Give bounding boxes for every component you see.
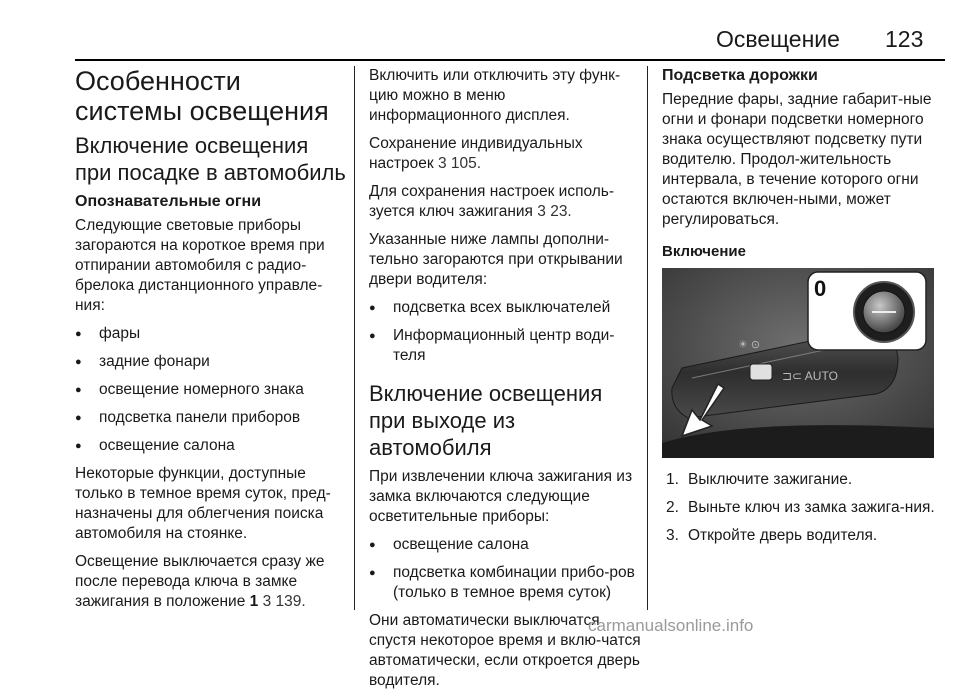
step-number: 3. bbox=[666, 527, 679, 544]
switch-button bbox=[750, 364, 772, 380]
door-paragraph: Указанные ниже лампы дополни-тельно загораются при открывании двери водителя: bbox=[369, 231, 623, 288]
column-divider-1 bbox=[354, 66, 355, 610]
page-reference-link[interactable]: 3 139. bbox=[262, 593, 306, 610]
header-rule bbox=[75, 59, 945, 61]
heading-lighting-features: Особенности системы освещения bbox=[75, 66, 329, 126]
light-switch-illustration bbox=[662, 268, 934, 458]
column-2 bbox=[369, 66, 641, 699]
heading-exit-lighting: Включение освещения при выходе из автомобиля bbox=[369, 381, 603, 460]
switch-off-paragraph bbox=[75, 552, 347, 612]
step-text: Выньте ключ из замка зажига-ния. bbox=[688, 499, 935, 516]
page-header bbox=[0, 0, 960, 62]
page-reference-link[interactable]: 3 105. bbox=[437, 155, 482, 172]
position-number: 1 bbox=[249, 593, 259, 610]
key-removal-paragraph: При извлечении ключа зажигания из замка включаются следующие осветительные приборы: bbox=[369, 468, 633, 525]
ignition-position-label: 0 bbox=[814, 276, 827, 301]
watermark: carmanualsonline.info bbox=[588, 616, 754, 635]
functions-paragraph: Некоторые функции, доступные только в темное время суток, пред-назначены для облегчения поиска автомобиля на стоянке. bbox=[75, 465, 331, 542]
menu-paragraph: Включить или отключить эту функ-цию можно в меню информационного дисплея. bbox=[369, 67, 621, 124]
svg-text:⊐⊂ AUTO: ⊐⊂ AUTO bbox=[782, 369, 838, 383]
heading-entry-lighting: Включение освещения при посадке в автомобиль bbox=[75, 133, 346, 185]
list-item: ● подсветка панели приборов bbox=[75, 408, 347, 428]
lights-list bbox=[75, 324, 347, 456]
section-title: Освещение bbox=[716, 26, 840, 52]
step-item bbox=[662, 498, 946, 518]
heading-identification-lights: Опознавательные огни bbox=[75, 193, 262, 210]
exit-lights-list bbox=[369, 535, 641, 603]
path-lighting-paragraph: Передние фары, задние габарит-ные огни и фонари подсветки номерного знака осуществляют подсветку пути водителю. Продол-жительность интервала, в течение которого огни остаются включен-ными, может регулироваться. bbox=[662, 91, 932, 228]
steps-list bbox=[662, 470, 946, 546]
page-reference-link[interactable]: 3 23. bbox=[537, 203, 572, 220]
svg-text:☀ ⊙: ☀ ⊙ bbox=[738, 339, 761, 351]
auto-off-paragraph: Они автоматически выключатся спустя некоторое время и вклю-чатся автоматически, если откроется дверь водителя. bbox=[369, 612, 641, 689]
step-item bbox=[662, 526, 946, 546]
list-item: ● освещение салона bbox=[369, 535, 641, 555]
settings-paragraph bbox=[369, 134, 641, 174]
column-1 bbox=[75, 66, 347, 620]
list-item: ● задние фонари bbox=[75, 352, 347, 372]
intro-paragraph: Следующие световые приборы загораются на короткое время при отпирании автомобиля с радио-брелока дистанционного управле-ния: bbox=[75, 217, 325, 314]
settings-text: Сохранение индивидуальных настроек bbox=[369, 135, 583, 172]
heading-activation: Включение bbox=[662, 243, 746, 260]
switch-off-text: Освещение выключается сразу же после перевода ключа в замке зажигания в положение bbox=[75, 553, 325, 610]
door-lights-list bbox=[369, 298, 641, 366]
step-item bbox=[662, 470, 946, 490]
list-item: ● освещение номерного знака bbox=[75, 380, 347, 400]
key-text: Для сохранения настроек исполь-зуется ключ зажигания bbox=[369, 183, 615, 220]
list-item: ● освещение салона bbox=[75, 436, 347, 456]
list-item: ● подсветка всех выключателей bbox=[369, 298, 641, 318]
key-paragraph bbox=[369, 182, 641, 222]
step-number: 2. bbox=[666, 499, 679, 516]
list-item: ● подсветка комбинации прибо-ров (только в темное время суток) bbox=[369, 563, 641, 603]
page-number: 123 bbox=[885, 26, 924, 52]
step-text: Откройте дверь водителя. bbox=[688, 527, 878, 544]
column-3 bbox=[662, 66, 946, 554]
list-item: ● фары bbox=[75, 324, 347, 344]
step-number: 1. bbox=[666, 471, 679, 488]
step-text: Выключите зажигание. bbox=[688, 471, 853, 488]
column-divider-2 bbox=[647, 66, 648, 610]
heading-path-lighting: Подсветка дорожки bbox=[662, 67, 818, 84]
list-item: ● Информационный центр води-теля bbox=[369, 326, 641, 366]
